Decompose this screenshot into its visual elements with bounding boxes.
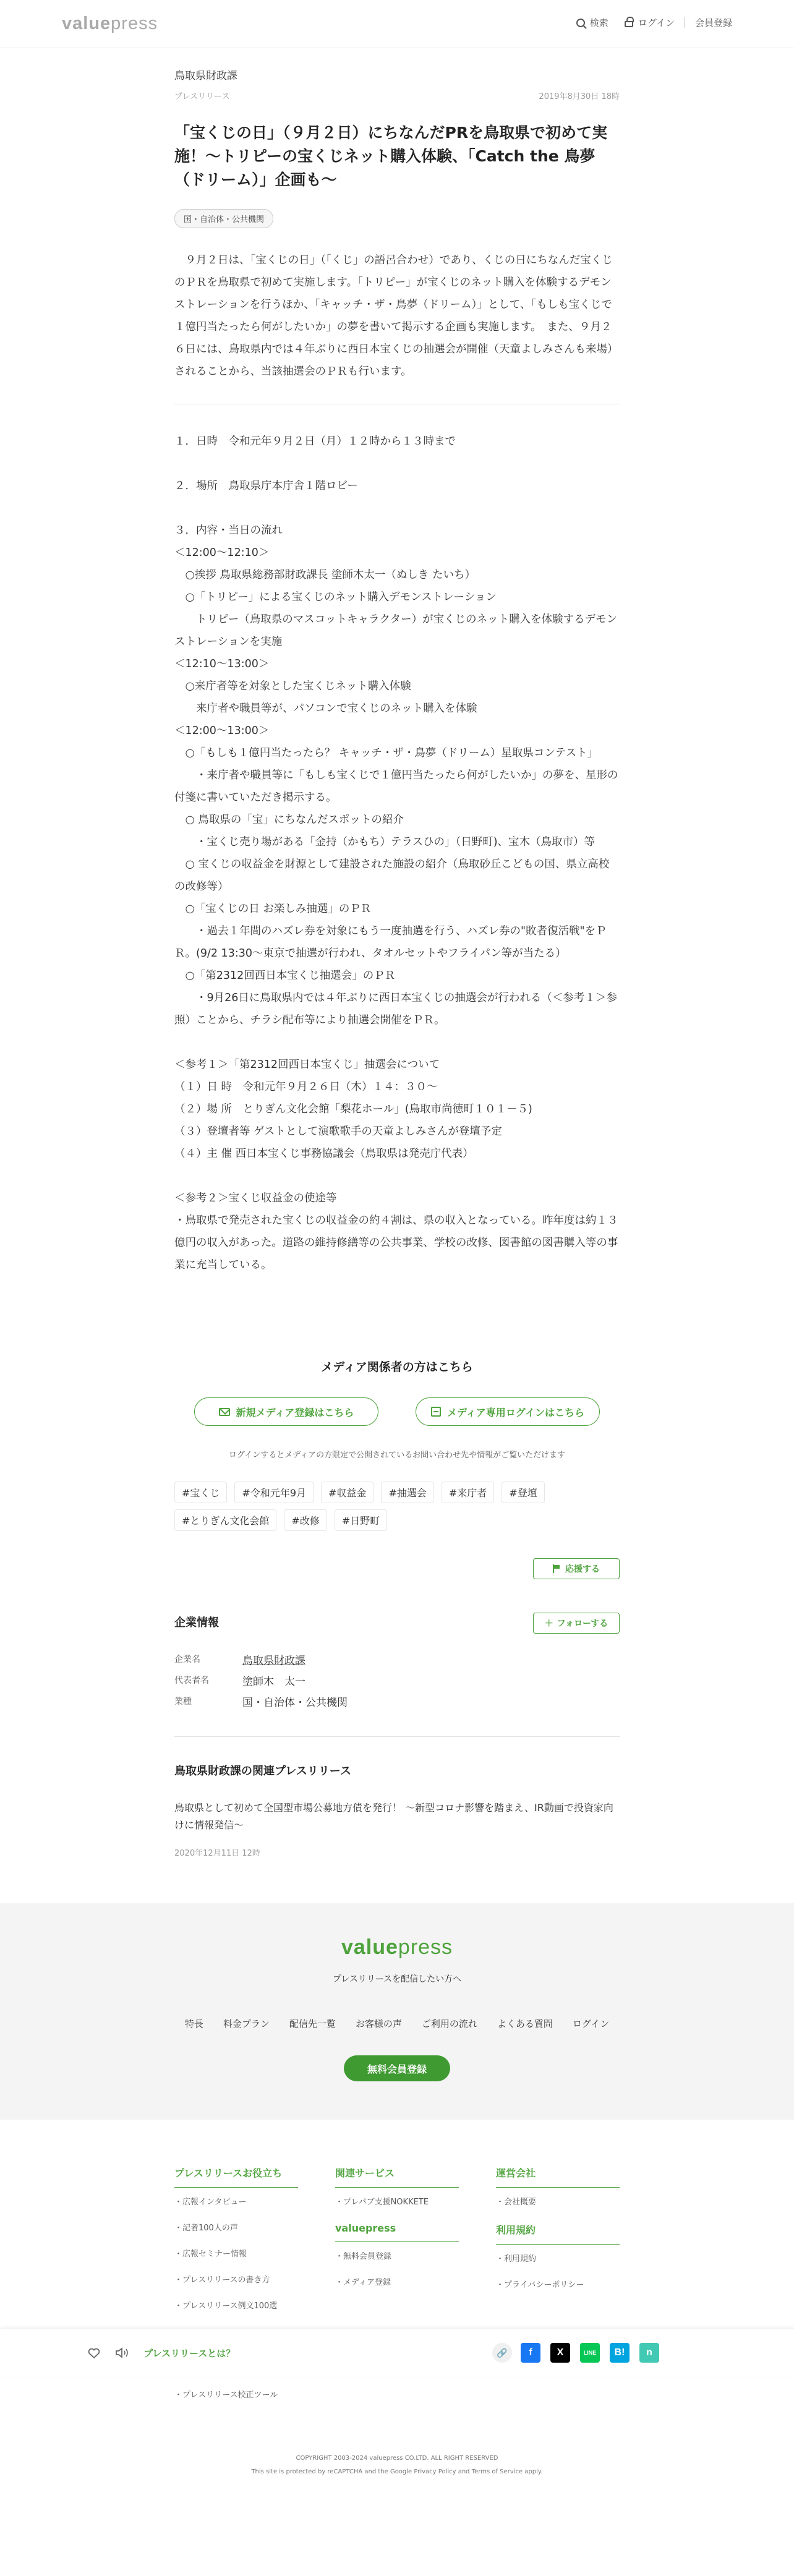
keyword-tag[interactable]: #抽選会 (381, 1482, 433, 1503)
cta-nav-features[interactable]: 特長 (184, 2018, 203, 2029)
company-name-link[interactable]: 鳥取県財政課 (242, 1654, 305, 1667)
footer-link[interactable]: ・ プレスリリース例文100選 (174, 2300, 298, 2313)
keyword-tag[interactable]: #とりぎん文化会館 (174, 1509, 276, 1531)
cta-band (0, 1903, 794, 2120)
support-label: 応援する (565, 1564, 600, 1574)
what-is-press-release-link[interactable]: プレスリリースとは？ (143, 2348, 236, 2359)
company-info-label: 業種 (174, 1697, 192, 1707)
cta-nav-voices[interactable]: お客様の声 (355, 2018, 402, 2029)
keyword-tag[interactable]: #宝くじ (174, 1482, 227, 1503)
register-link[interactable] (695, 16, 732, 29)
support-button[interactable] (533, 1558, 620, 1579)
footer-link[interactable]: ・ プレスリリースの書き方 (174, 2274, 298, 2287)
keyword-tag[interactable]: #日野町 (335, 1509, 387, 1531)
company-info-row (174, 1691, 620, 1712)
keyword-tag[interactable]: #令和元年9月 (234, 1482, 314, 1503)
cta-logo[interactable]: valuepress (341, 1935, 453, 1959)
media-login-label: メディア専用ログインはこちら (447, 1406, 584, 1418)
copyright: COPYRIGHT 2003-2024 valuepress CO.LTD. ALL RIGHT RESERVED (296, 2455, 498, 2462)
speaker-icon[interactable] (115, 2347, 130, 2359)
footer-link[interactable]: ・ プライバシーポリシー (496, 2279, 620, 2292)
media-note: ログインするとメディアの方限定で公開されているお問い合わせ先や情報がご覧いただけます (228, 1451, 566, 1460)
footer-heading: valuepress (335, 2222, 459, 2242)
copy-link-icon[interactable]: 🔗 (492, 2343, 512, 2363)
footer-heading: 利用規約 (496, 2222, 620, 2245)
footer-heading: 運営会社 (496, 2165, 620, 2188)
footer-column (496, 2165, 620, 2326)
keyword-tag[interactable]: #来庁者 (442, 1482, 494, 1503)
login-link[interactable] (625, 16, 675, 29)
header-nav (576, 16, 732, 29)
follow-button[interactable] (533, 1613, 620, 1634)
footer-link[interactable]: ・ メディア登録 (335, 2277, 459, 2289)
media-register-button[interactable] (194, 1397, 378, 1426)
section-divider (174, 1736, 620, 1737)
media-heading: メディア関係者の方はこちら (321, 1360, 473, 1374)
footer-heading: 関連サービス (335, 2165, 459, 2188)
related-release-date: 2020年12月11日 12時 (174, 1849, 260, 1858)
company-info-table (174, 1648, 620, 1712)
heart-icon[interactable] (88, 2348, 100, 2359)
related-release-link[interactable]: 鳥取県として初めて全国型市場公募地方債を発行！ ～新型コロナ影響を踏まえ、IR動画で投資家向けに情報発信～ (174, 1802, 613, 1831)
search-link[interactable] (576, 16, 608, 29)
footer-column (174, 2165, 298, 2326)
cta-nav-faq[interactable]: よくある質問 (497, 2018, 553, 2029)
free-register-button[interactable]: 無料会員登録 (344, 2055, 450, 2081)
footer-link[interactable]: ・ 利用規約 (496, 2253, 620, 2266)
company-info-row (174, 1648, 620, 1670)
article-body: １．日時 令和元年９月２日（月）１２時から１３時まで ２．場所 鳥取県庁本庁舎１階ロビー ３．内容・当日の流れ ＜12:00～12:10＞ ○挨拶 鳥取県総務部財政課長 塗師木太一（ぬしき たいち） ○「トリピー」による宝くじのネット購入デモンストレーション トリピー（鳥取県のマスコットキャラクター）が宝くじのネット購入を体験するデモンストレーションを実施 ＜12:10～13:00＞ ○来庁者等を対象とした宝くじネット購入体験 来庁者や職員等が、パソコンで宝くじのネット購入を体験 ＜12:00～13:00＞ ○「もしも１億円当たったら？ キャッチ・ザ・鳥夢（ドリーム）星取県コンテスト」 ・来庁者や職員等に「もしも宝くじで１億円当たったら何がしたいか」の夢を、星形の付箋に書いていただき掲示する。 ○ 鳥取県の「宝」にちなんだスポットの紹介 ・宝くじ売り場がある「金持（かもち）テラスひの」（日野町)、宝木（鳥取市）等 ○ 宝くじの収益金を財源として建設された施設の紹介（鳥取砂丘こどもの国、県立高校の改修等） ○「宝くじの日 お楽しみ抽選」のＰＲ ・過去１年間のハズレ券を対象にもう一度抽選を行う、ハズレ券の"敗者復活戦"をＰＲ。(9/2 13:30～東京で抽選が行われ、タオルセットやフライパン等が当たる） ○「第2312回西日本宝くじ抽選会」のＰＲ ・9月26日に鳥取県内では４年ぶりに西日本宝くじの抽選会が行われる（＜参考１＞参照）ことから、チラシ配布等により抽選会開催をＰＲ。 ＜参考１＞「第2312回西日本宝くじ」抽選会について （１）日 時 令和元年９月２６日（木）１４：３０～ （２）場 所 とりぎん文化会館「梨花ホール」(鳥取市尚徳町１０１－５) （３）登壇者等 ゲストとして演歌歌手の天童よしみさんが登壇予定 （４）主 催 西日本宝くじ事務協議会（鳥取県は発売庁代表） ＜参考２＞宝くじ収益金の使途等 ・鳥取県で発売された宝くじの収益金の約４割は、県の収入となっている。昨年度は約１３億円の収入があった。道路の維持修繕等の公共事業、学校の改修、図書館の図書購入等の事業に充当している。 (174, 435, 618, 1271)
media-register-label: 新規メディア登録はこちら (236, 1406, 354, 1418)
hatena-share-button[interactable]: B! (610, 2343, 630, 2363)
article-lead: ９月２日は、「宝くじの日」（「くじ」の語呂合わせ）であり、くじの日にちなんだ宝くじのＰＲを鳥取県で初めて実施します。「トリピー」が宝くじのネット購入を体験するデモンストレーションを行うほか、「キャッチ・ザ・鳥夢（ドリーム）」として、「もしも宝くじで１億円当たったら何がしたいか」の夢を書いて掲示する企画も実施します。 また、９月２６日には、鳥取県内では４年ぶりに西日本宝くじの抽選会が開催（天童よしみさんも来場）されることから、当該抽選会のＰＲも行います。 (174, 254, 618, 378)
media-login-button[interactable] (416, 1397, 600, 1426)
related-heading: 鳥取県財政課の関連プレスリリース (174, 1765, 351, 1778)
note-share-button[interactable]: n (639, 2343, 659, 2363)
keyword-tag[interactable]: #改修 (284, 1509, 327, 1531)
login-label: ログイン (638, 17, 675, 28)
line-share-button[interactable]: LINE (580, 2343, 600, 2363)
flag-icon (553, 1564, 560, 1573)
footer-link[interactable]: ・ 会社概要 (496, 2196, 620, 2209)
footer-link[interactable]: ・ プレパブ支援NOKKETE (335, 2196, 459, 2209)
lock-icon (625, 21, 633, 27)
x-share-button[interactable]: X (550, 2343, 570, 2363)
cta-nav-pricing[interactable]: 料金プラン (223, 2018, 270, 2029)
keyword-tag[interactable]: #収益金 (321, 1482, 374, 1503)
search-icon (576, 19, 585, 27)
article-type: プレスリリース (174, 92, 230, 101)
cta-nav (0, 2017, 794, 2030)
login-icon (431, 1407, 441, 1417)
footer-heading: プレスリリースお役立ち (174, 2165, 298, 2188)
article (174, 67, 620, 1276)
follow-label: フォローする (557, 1619, 608, 1629)
cta-nav-flow[interactable]: ご利用の流れ (421, 2018, 477, 2029)
keyword-tag[interactable]: #登壇 (502, 1482, 544, 1503)
article-title: 「宝くじの日」（９月２日）にちなんだPRを鳥取県で初めて実施！～トリピーの宝くじネット購入体験、「Catch the 鳥夢（ドリーム）」企画も～ (174, 124, 608, 189)
cta-nav-outlets[interactable]: 配信先一覧 (289, 2018, 336, 2029)
company-info-value: 国・自治体・公共機関 (242, 1696, 348, 1709)
footer-link[interactable]: ・ 広報インタビュー (174, 2196, 298, 2209)
footer-link[interactable]: ・ 無料会員登録 (335, 2251, 459, 2263)
company-info-value: 塗師木 太一 (242, 1675, 305, 1688)
footer-link[interactable]: ・ 記者100人の声 (174, 2222, 298, 2235)
article-meta (174, 90, 620, 101)
company-info-label: 代表者名 (174, 1676, 209, 1686)
article-date: 2019年8月30日 18時 (539, 92, 620, 101)
register-label: 会員登録 (694, 17, 732, 28)
category-tag[interactable]: 国・自治体・公共機関 (174, 209, 273, 228)
footer-columns (174, 2165, 620, 2326)
cta-subtitle: プレスリリースを配信したい方へ (332, 1974, 462, 1984)
cta-nav-login[interactable]: ログイン (572, 2018, 610, 2029)
recaptcha-notice: This site is protected by reCAPTCHA and the Google Privacy Policy and Terms of Service apply. (251, 2468, 543, 2475)
footer-link[interactable]: ・ 広報セミナー情報 (174, 2248, 298, 2261)
company-info-label: 企業名 (174, 1655, 200, 1665)
search-label: 検索 (589, 17, 608, 28)
site-header (0, 0, 794, 48)
sticky-share-bar (0, 2329, 794, 2377)
footer-column (335, 2165, 459, 2326)
valuepress-logo[interactable]: valuepress (62, 14, 158, 33)
facebook-share-button[interactable]: f (521, 2343, 540, 2363)
footer-link[interactable]: ・ プレスリリース校正ツール (174, 2388, 278, 2400)
company-info-heading: 企業情報 (174, 1616, 219, 1629)
keyword-list (174, 1482, 620, 1531)
company-info-row (174, 1670, 620, 1691)
plus-icon: ＋ (544, 1619, 553, 1629)
mail-icon (219, 1408, 230, 1416)
article-company[interactable]: 鳥取県財政課 (174, 70, 237, 82)
